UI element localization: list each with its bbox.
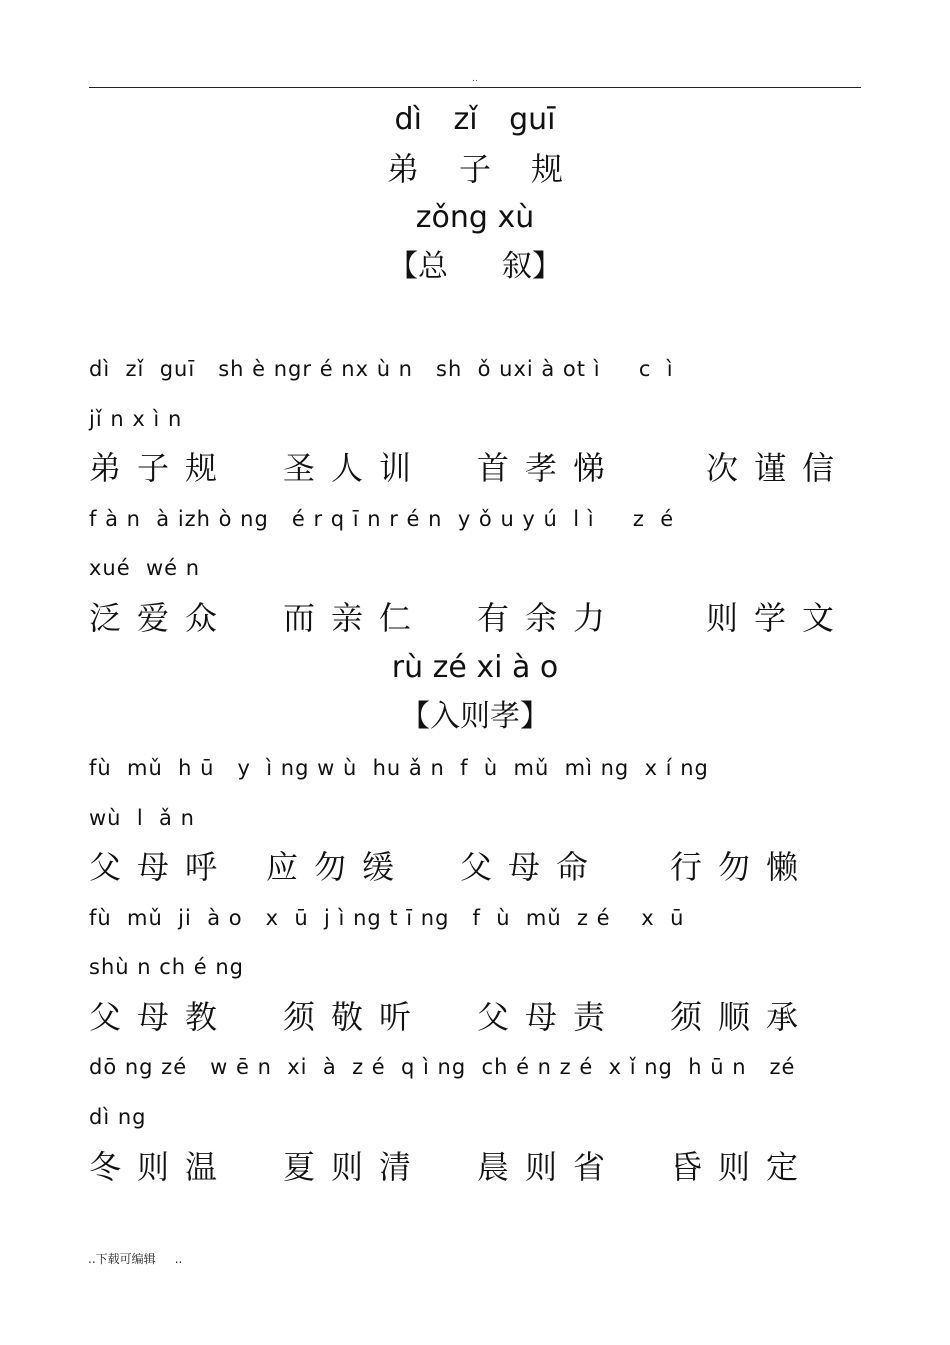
verse-phrase: 应勿缓 — [266, 848, 411, 886]
pinyin-line: wù l ǎ n — [89, 806, 195, 830]
header-rule — [89, 87, 861, 88]
verse-phrase: 弟子规 — [89, 449, 234, 487]
pinyin-line: dō ng zé w ē n xi à z é q ì ng ch é n z é x ǐ ng h ū n zé — [89, 1055, 796, 1079]
section-title — [0, 247, 950, 287]
section2-title: 【入则孝】 — [400, 699, 550, 734]
verse-phrase: 圣人训 — [283, 449, 428, 487]
verse-phrase: 冬则温 — [89, 1148, 234, 1186]
section-title-open: 【总 — [388, 249, 448, 284]
pinyin-line: jǐ n x ì n — [89, 407, 183, 431]
verse-phrase: 泛爱众 — [89, 599, 234, 637]
verse-phrase: 父母命 — [460, 848, 605, 886]
verse-phrase: 须敬听 — [283, 998, 428, 1036]
verse-phrase: 次谨信 — [706, 449, 851, 487]
verse-phrase: 而亲仁 — [283, 599, 428, 637]
title-pinyin: dì zǐ guī — [394, 102, 556, 137]
pinyin-line: dì ng — [89, 1105, 147, 1129]
section-title-close: 叙】 — [502, 249, 562, 284]
pinyin-line: fù mǔ h ū y ì ng w ù hu ǎ n f ù mǔ mì ng x í ng — [89, 756, 709, 780]
verse-phrase: 晨则省 — [477, 1148, 622, 1186]
pinyin-line: shù n ch é ng — [89, 955, 244, 979]
verse-phrase: 昏则定 — [670, 1148, 815, 1186]
verse-phrase: 则学文 — [706, 599, 851, 637]
pinyin-line: fù mǔ ji à o x ū j ì ng t ī ng f ù mǔ z é x ū — [89, 906, 685, 930]
verse-phrase: 行勿懒 — [670, 848, 815, 886]
verse-phrase: 父母呼 — [89, 848, 234, 886]
verse-phrase: 父母教 — [89, 998, 234, 1036]
section-pinyin: zǒng xù — [415, 200, 535, 235]
pinyin-line: dì zǐ guī sh è ngr é nx ù n sh ǒ uxi à ot ì c ì — [89, 357, 674, 381]
section2-pinyin: rù zé xi à o — [391, 650, 559, 685]
pinyin-line: f à n à izh ò ng é r q ī n r é n y ǒ u y ú l ì z é — [89, 507, 675, 531]
header-mark: .. — [472, 74, 478, 84]
verse-phrase: 有余力 — [477, 599, 622, 637]
verse-phrase: 夏则清 — [283, 1148, 428, 1186]
footer-note: ..下载可编辑 .. — [88, 1252, 183, 1266]
verse-phrase: 首孝悌 — [477, 449, 622, 487]
title-hanzi: 弟子规 — [386, 150, 603, 188]
pinyin-line: xué wé n — [89, 556, 201, 580]
verse-phrase: 父母责 — [477, 998, 622, 1036]
verse-phrase: 须顺承 — [670, 998, 815, 1036]
